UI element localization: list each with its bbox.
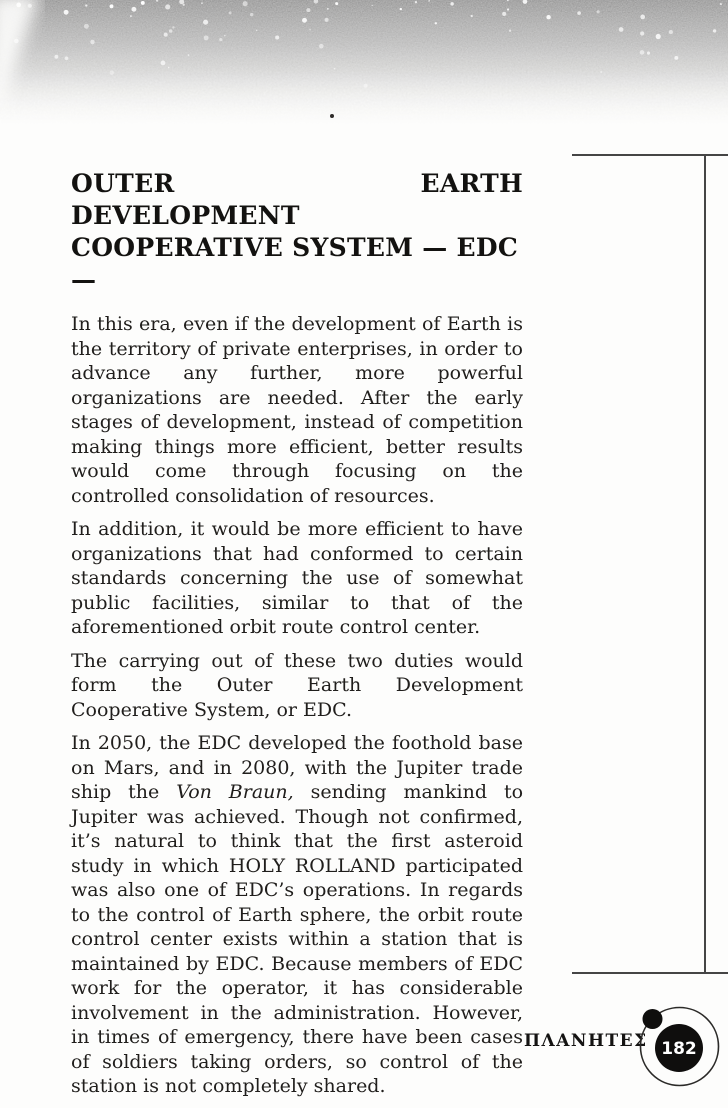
paragraph <box>71 312 523 508</box>
ink-speck <box>330 114 334 118</box>
paragraph <box>71 731 523 1099</box>
text-segment: sending mankind to Jupiter was achieved. Though not confirmed, it’s natural to think that the first asteroid study in which HOLY ROLLAND participated was also one of EDC’s operations. In regards to the control of Earth sphere, the orbit route control center exists within a station that is maintained by EDC. Because members of EDC work for the operator, it has considerable involvement in the administration. However, in times of emergency, there have been cases of soldiers taking orders, so control of the station is not completely shared. <box>71 781 524 1097</box>
starfield-band <box>0 0 728 126</box>
orbit-page-logo <box>636 1003 726 1093</box>
page-number: 182 <box>661 1039 697 1059</box>
heading-line: COOPERATIVE SYSTEM — EDC— <box>71 233 519 294</box>
article-paragraphs <box>71 312 523 1099</box>
article-heading <box>71 168 523 296</box>
satellite-dot-icon <box>643 1009 663 1029</box>
article <box>71 168 523 1108</box>
italic-text-segment: Von Braun, <box>176 781 294 803</box>
sidebar-rule-bottom <box>572 972 728 974</box>
text-segment: In 2050, the EDC developed the foothold base on Mars, and in 2080, with the Jupiter trade ship the <box>71 732 523 803</box>
text-segment: In this era, even if the development of Earth is the territory of private enterprises, in order to advance any further, more powerful organizations are needed. After the early stages of development, instead of competition making things more efficient, better results would come through focusing on the controlled consolidation of resources. <box>71 313 523 507</box>
heading-line: OUTER EARTH DEVELOPMENT <box>71 169 523 230</box>
sidebar-rule-vertical <box>704 154 706 974</box>
paragraph <box>71 649 523 723</box>
paragraph <box>71 517 523 640</box>
text-segment: The carrying out of these two duties would form the Outer Earth Development Cooperative System, or EDC. <box>71 649 523 721</box>
series-title: ΠΛΑΝΗΤΕΣ <box>524 1031 648 1051</box>
text-segment: In addition, it would be more efficient to have organizations that had conformed to certain standards concerning the use of somewhat public facilities, similar to that of the aforementioned orbit route control center. <box>71 518 523 638</box>
